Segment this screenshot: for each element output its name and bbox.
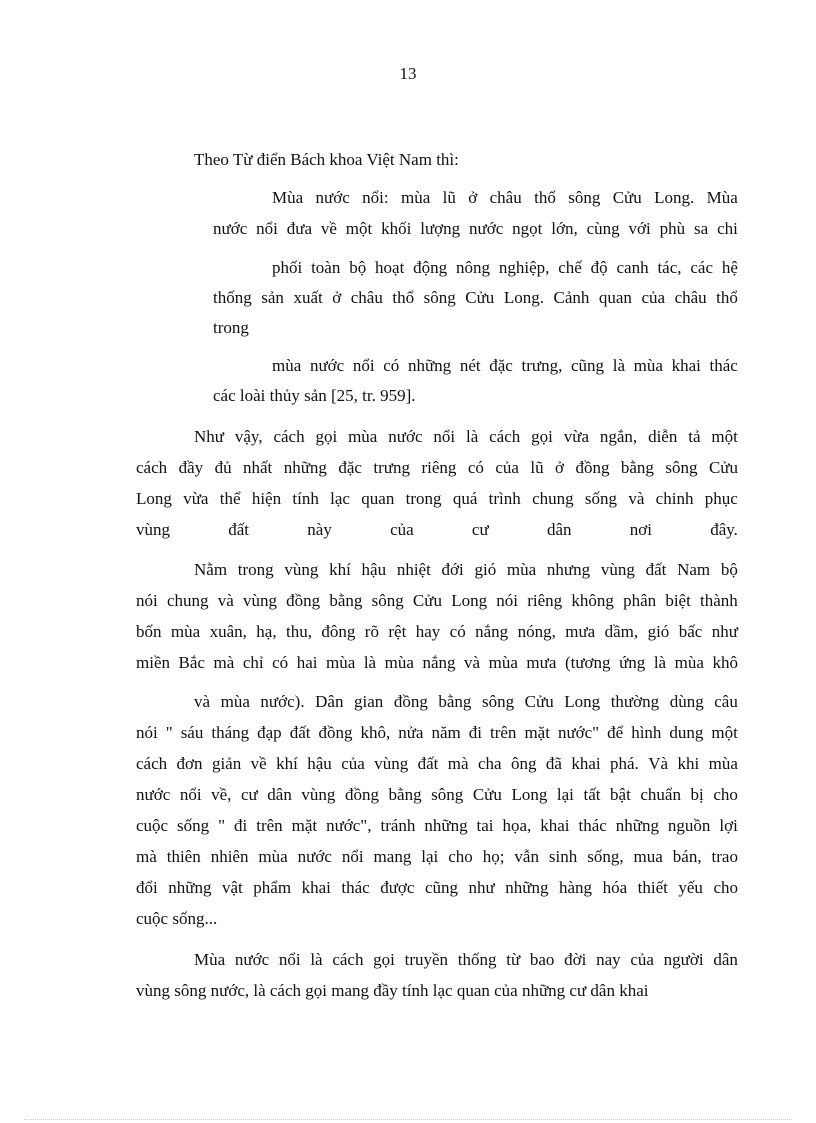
paragraph-line: Mùa nước nổi là cách gọi truyền thống từ bao đời nay của người dân — [194, 950, 738, 969]
paragraph-line: nói chung và vùng đồng bằng sông Cửu Long nói riêng không phân biệt thành — [136, 591, 738, 610]
quote-line: mùa nước nổi có những nét đặc trưng, cũng là mùa khai thác — [272, 356, 738, 375]
paragraph-line: đổi những vật phẩm khai thác được cũng như những hàng hóa thiết yếu cho — [136, 878, 738, 897]
page-number: 13 — [399, 64, 417, 83]
paragraph-line: Long vừa thể hiện tính lạc quan trong quá trình chung sống và chinh phục — [136, 489, 738, 508]
paragraph-line: nước nổi về, cư dân vùng đồng bằng sông Cửu Long lại tất bật chuẩn bị cho — [136, 785, 738, 804]
paragraph-line: nói " sáu tháng đạp đất đồng khô, nửa năm đi trên mặt nước" để hình dung một — [136, 723, 738, 742]
paragraph-line: bốn mùa xuân, hạ, thu, đông rõ rệt hay có nắng nóng, mưa dầm, gió bấc như — [136, 622, 738, 641]
paragraph-line: cuộc sống " đi trên mặt nước", tránh những tai họa, khai thác những nguồn lợi — [136, 816, 738, 835]
quote-line: trong — [213, 318, 249, 337]
paragraph-line: vùng sông nước, là cách gọi mang đầy tính lạc quan của những cư dân khai — [136, 981, 649, 1000]
quote-line: nước nổi đưa về một khối lượng nước ngọt lớn, cùng với phù sa chi — [213, 219, 738, 238]
intro-line: Theo Từ điển Bách khoa Việt Nam thì: — [194, 150, 459, 169]
paragraph-line: cách đầy đủ nhất những đặc trưng riêng có của lũ ở đồng bằng sông Cửu — [136, 458, 738, 477]
paragraph-line: mà thiên nhiên mùa nước nổi mang lại cho họ; vẫn sinh sống, mua bán, trao — [136, 847, 738, 866]
paragraph-line: Nằm trong vùng khí hậu nhiệt đới gió mùa nhưng vùng đất Nam bộ — [194, 560, 738, 579]
paragraph-line: cuộc sống... — [136, 909, 218, 928]
paragraph-line: vùng đất này của cư dân nơi đây. — [136, 520, 738, 539]
paragraph-line: Như vậy, cách gọi mùa nước nổi là cách gọi vừa ngắn, diễn tả một — [194, 427, 738, 446]
quote-line: thống sản xuất ở châu thổ sông Cửu Long. Cảnh quan của châu thổ — [213, 288, 738, 307]
paragraph-line: và mùa nước). Dân gian đồng bằng sông Cửu Long thường dùng câu — [194, 692, 738, 711]
paragraph-line: miền Bắc mà chỉ có hai mùa là mùa nắng và mùa mưa (tương ứng là mùa khô — [136, 653, 738, 672]
page-bottom-rule — [24, 1119, 792, 1120]
quote-line: các loài thủy sản [25, tr. 959]. — [213, 386, 416, 405]
quote-line: Mùa nước nổi: mùa lũ ở châu thổ sông Cửu Long. Mùa — [272, 188, 738, 207]
quote-line: phối toàn bộ hoạt động nông nghiệp, chế độ canh tác, các hệ — [272, 258, 738, 277]
paragraph-line: cách đơn giản về khí hậu của vùng đất mà cha ông đã khai phá. Và khi mùa — [136, 754, 738, 773]
